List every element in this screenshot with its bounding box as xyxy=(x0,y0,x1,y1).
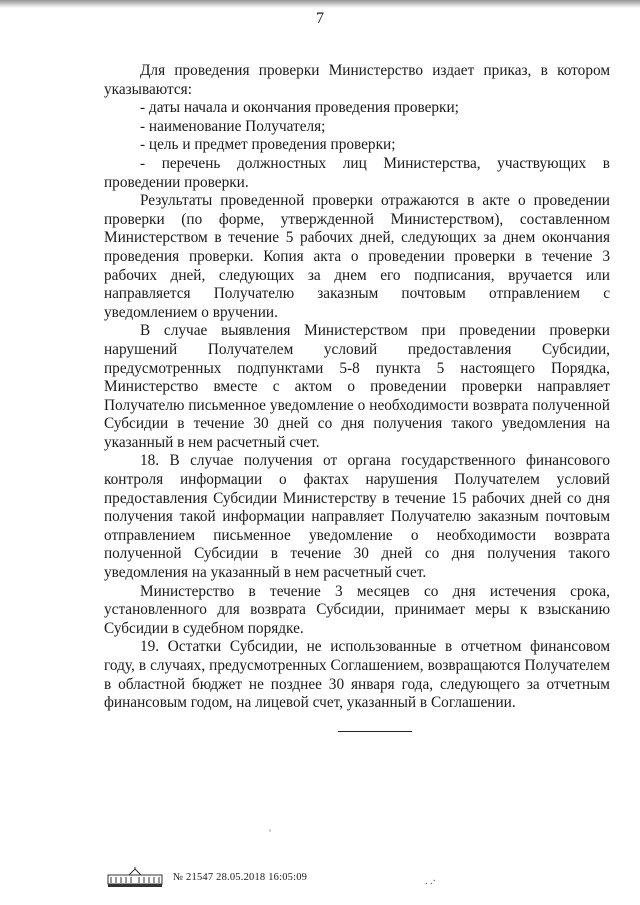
end-divider xyxy=(338,731,412,732)
scan-dots: . .· xyxy=(425,876,436,887)
list-item-dates: - даты начала и окончания проведения проверки; xyxy=(140,99,459,117)
paragraph-intro: Для проведения проверки Министерство издает приказ, в котором указываются: xyxy=(104,62,610,98)
paragraph-inspection-results: Результаты проведенной проверки отражаются в акте о проведении проверки (по форме, утвержденной Министерством), составленном Министерством в течение 5 рабочих дней, следующих за днем окончания проведения проверки. Копия акта о проведении проверки в течение 3 рабочих дней, следующих за днем его подписания, вручается или направляется Получателю заказным почтовым отправлением с уведомлением о вручении. xyxy=(104,192,610,321)
list-item-officials: - перечень должностных лиц Министерства, участвующих в проведении проверки. xyxy=(104,154,610,191)
registration-text: 21547 28.05.2018 16:05:09 xyxy=(186,872,308,883)
registration-stamp-icon xyxy=(107,866,163,888)
document-body xyxy=(104,62,610,713)
scan-top-edge xyxy=(0,0,640,8)
page-number: 7 xyxy=(316,10,324,27)
list-item-purpose: - цель и предмет проведения проверки; xyxy=(140,136,396,154)
registration-footer xyxy=(173,872,307,883)
number-sign: № xyxy=(173,872,184,883)
list-item-recipient-name: - наименование Получателя; xyxy=(140,117,326,135)
paragraph-clause-19: 19. Остатки Субсидии, не использованные в отчетном финансовом году, в случаях, предусмотренных Соглашением, возвращаются Получателем в областной бюджет не позднее 30 января года, следующего за отчетным финансовым годом, на лицевой счет, указанный в Соглашении. xyxy=(104,638,610,712)
paragraph-violations: В случае выявления Министерством при проведении проверки нарушений Получателем условий предоставления Субсидии, предусмотренных подпунктами 5-8 пункта 5 настоящего Порядка, Министерство вместе с актом о проведении проверки направляет Получателю письменное уведомление о необходимости возврата полученной Субсидии в течение 30 дней со дня получения такого уведомления на указанный в нем расчетный счет. xyxy=(104,322,610,451)
paragraph-clause-18: 18. В случае получения от органа государственного финансового контроля информации о фактах нарушения Получателем условий предоставления Субсидии Министерству в течение 15 рабочих дней со дня получения такой информации направляет Получателю заказным почтовым отправлением письменное уведомление о необходимости возврата полученной Субсидии в течение 30 дней со дня получения такого уведомления на указанный в нем расчетный счет. xyxy=(104,452,610,582)
scan-speck: ˌ xyxy=(268,818,272,832)
paragraph-recovery: Министерство в течение 3 месяцев со дня истечения срока, установленного для возврата Субсидии, принимает меры к взысканию Субсидии в судебном порядке. xyxy=(104,582,610,637)
